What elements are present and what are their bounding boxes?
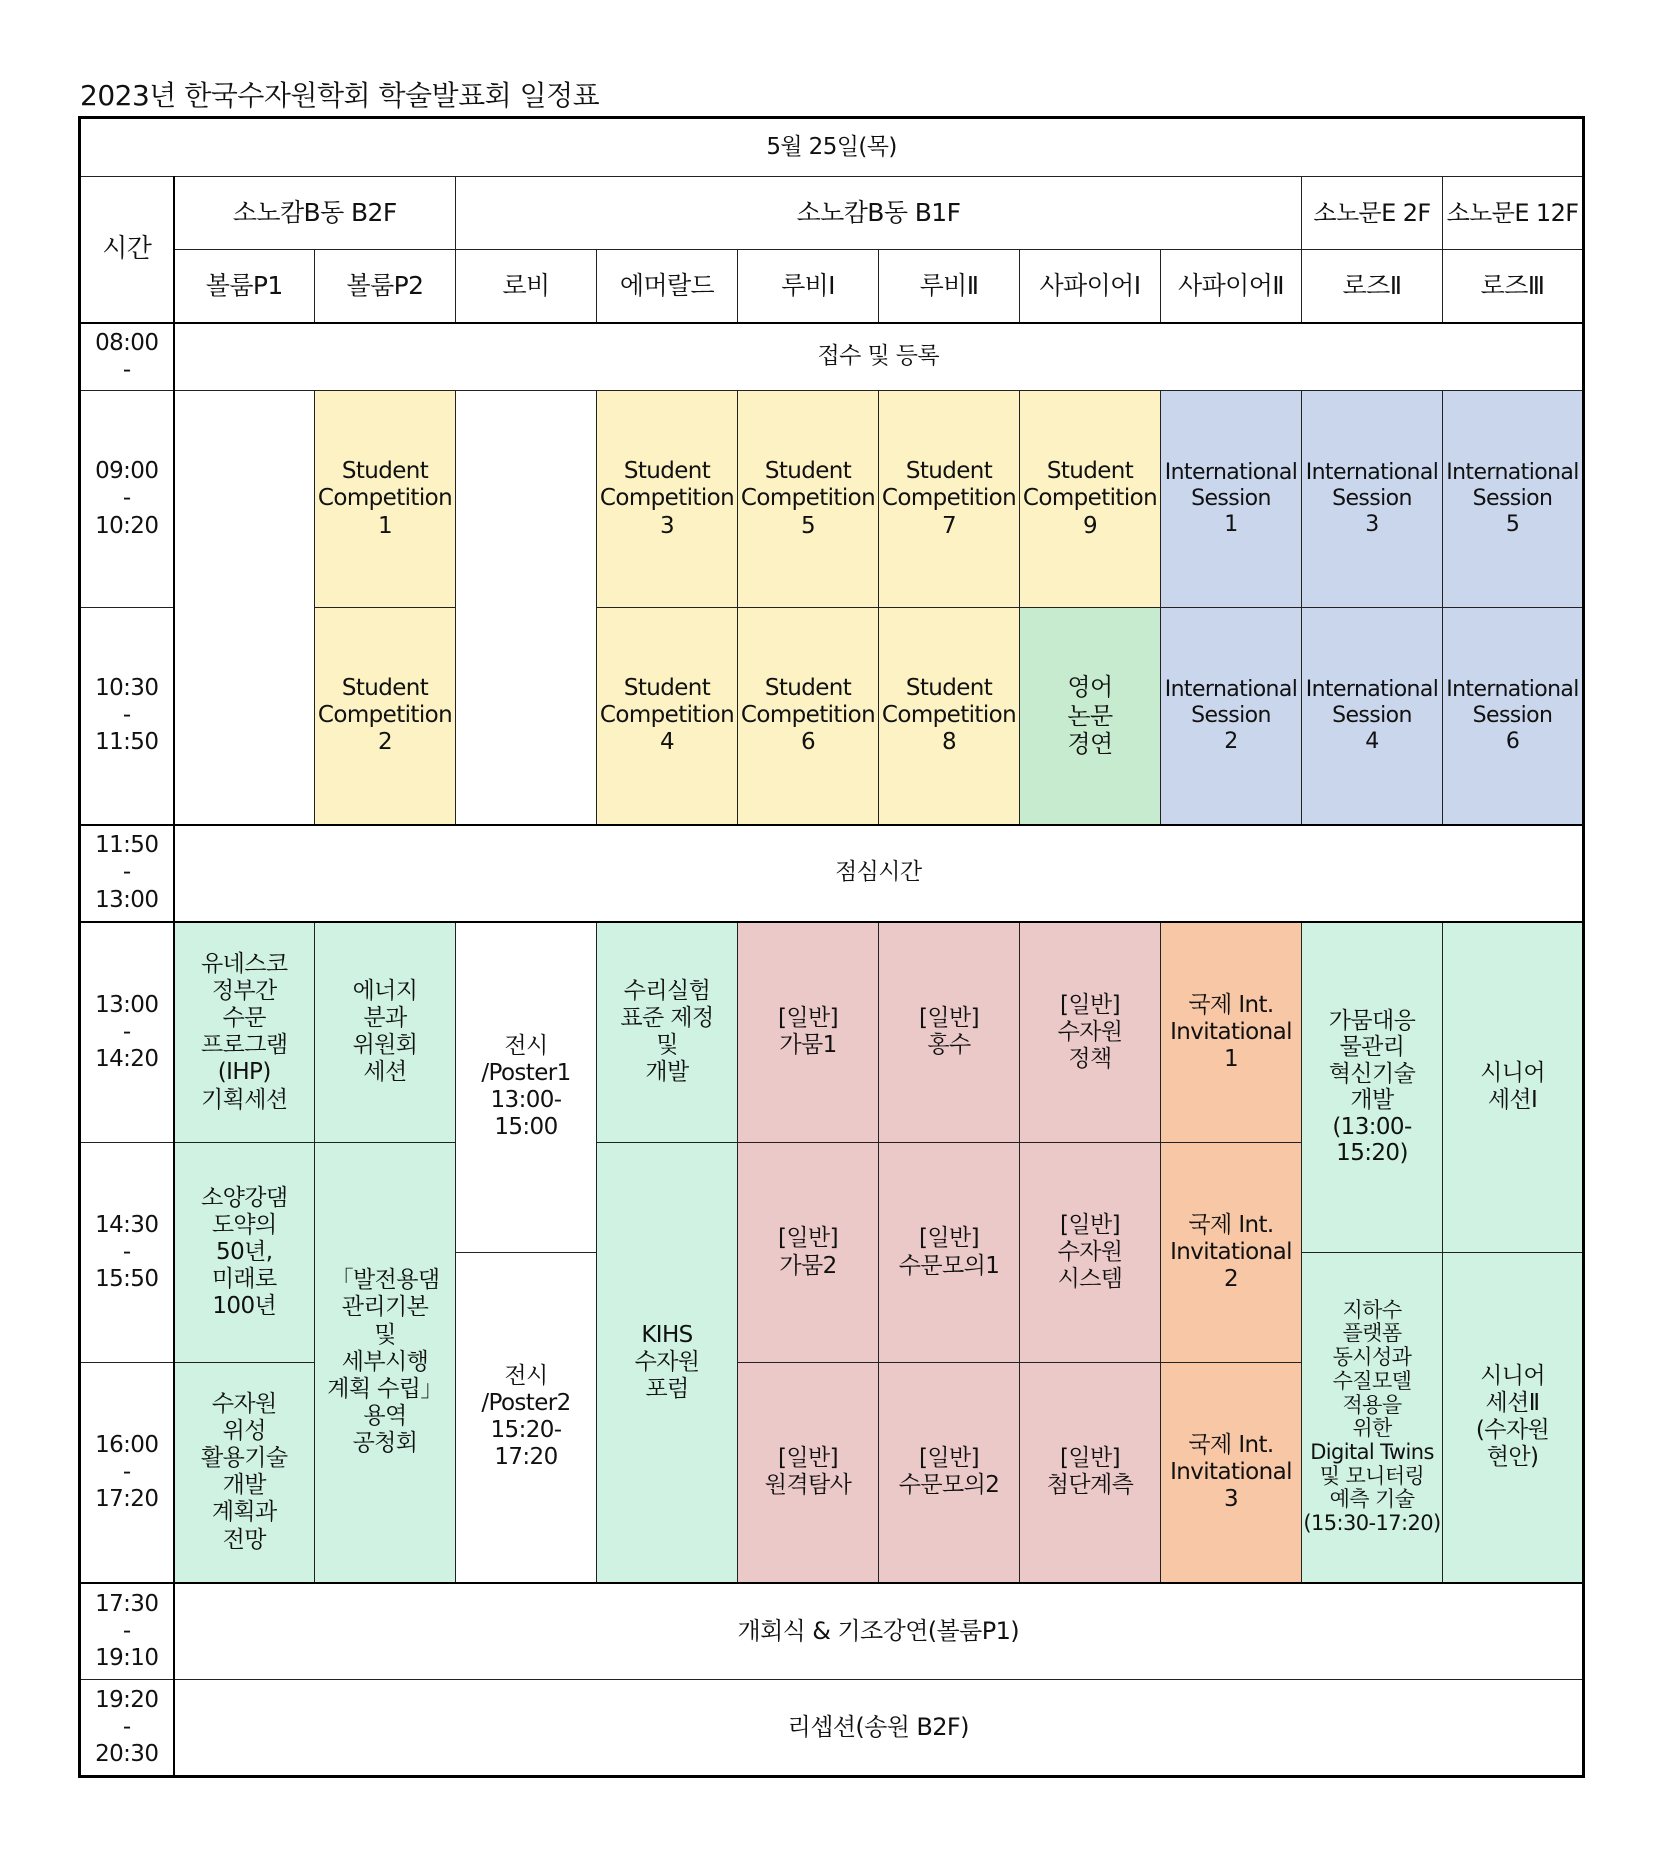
general-hydrologic-simulation-2: [일반] 수문모의2 <box>879 1363 1020 1583</box>
international-session-2: International Session 2 <box>1161 608 1302 825</box>
international-invitational-1: 국제 Int. Invitational 1 <box>1161 922 1302 1143</box>
document-title: 2023년 한국수자원학회 학술발표회 일정표 <box>80 79 600 112</box>
room-header-ballroom-p2: 볼룸P2 <box>315 250 456 323</box>
general-drought-2: [일반] 가뭄2 <box>738 1143 879 1363</box>
student-competition-3: Student Competition 3 <box>597 391 738 608</box>
room-header-rose3: 로즈Ⅲ <box>1443 250 1584 323</box>
drought-water-management-session: 가뭄대응 물관리 혁신기술 개발 (13:00-15:20) <box>1302 922 1443 1253</box>
time-slot-1430-1550: 14:30 - 15:50 <box>80 1143 174 1363</box>
satellite-technology-session: 수자원 위성 활용기술 개발 계획과 전망 <box>174 1363 315 1583</box>
international-session-3: International Session 3 <box>1302 391 1443 608</box>
international-session-4: International Session 4 <box>1302 608 1443 825</box>
international-session-6: International Session 6 <box>1443 608 1584 825</box>
student-competition-6: Student Competition 6 <box>738 608 879 825</box>
student-competition-4: Student Competition 4 <box>597 608 738 825</box>
student-competition-9: Student Competition 9 <box>1020 391 1161 608</box>
room-header-ballroom-p1: 볼룸P1 <box>174 250 315 323</box>
room-header-ruby2: 루비Ⅱ <box>879 250 1020 323</box>
date-header: 5월 25일(목) <box>80 118 1584 177</box>
building-header-sonocam-b2f: 소노캄B동 B2F <box>174 177 456 250</box>
general-hydrologic-simulation-1: [일반] 수문모의1 <box>879 1143 1020 1363</box>
room-header-ruby1: 루비Ⅰ <box>738 250 879 323</box>
schedule-table <box>78 116 1585 1778</box>
opening-keynote-cell: 개회식 & 기조강연(볼룸P1) <box>174 1583 1584 1680</box>
time-slot-0800: 08:00 - <box>80 323 174 391</box>
ballroom-p1-morning-empty <box>174 391 315 825</box>
time-slot-1600-1720: 16:00 - 17:20 <box>80 1363 174 1583</box>
student-competition-8: Student Competition 8 <box>879 608 1020 825</box>
general-water-system: [일반] 수자원 시스템 <box>1020 1143 1161 1363</box>
student-competition-2: Student Competition 2 <box>315 608 456 825</box>
student-competition-1: Student Competition 1 <box>315 391 456 608</box>
energy-committee-session: 에너지 분과 위원회 세션 <box>315 922 456 1143</box>
english-paper-competition: 영어 논문 경연 <box>1020 608 1161 825</box>
lunch-cell: 점심시간 <box>174 825 1584 922</box>
time-slot-1030-1150: 10:30 - 11:50 <box>80 608 174 825</box>
senior-session-2: 시니어 세션Ⅱ (수자원 현안) <box>1443 1253 1584 1583</box>
international-invitational-3: 국제 Int. Invitational 3 <box>1161 1363 1302 1583</box>
room-header-sapphire2: 사파이어Ⅱ <box>1161 250 1302 323</box>
hydraulic-experiment-standard-session: 수리실험 표준 제정 및 개발 <box>597 922 738 1143</box>
unesco-ihp-session: 유네스코 정부간 수문 프로그램 (IHP) 기획세션 <box>174 922 315 1143</box>
student-competition-5: Student Competition 5 <box>738 391 879 608</box>
soyang-dam-50-years-session: 소양강댐 도약의 50년, 미래로 100년 <box>174 1143 315 1363</box>
poster-exhibition-1: 전시 /Poster1 13:00- 15:00 <box>456 922 597 1253</box>
hydropower-dam-public-hearing: 「발전용댐 관리기본 및 세부시행 계획 수립」 용역 공청회 <box>315 1143 456 1583</box>
room-header-lobby: 로비 <box>456 250 597 323</box>
general-advanced-measurement: [일반] 첨단계측 <box>1020 1363 1161 1583</box>
reception-cell: 리셉션(송원 B2F) <box>174 1680 1584 1777</box>
international-invitational-2: 국제 Int. Invitational 2 <box>1161 1143 1302 1363</box>
building-header-sonomoon-2f: 소노문E 2F <box>1302 177 1443 250</box>
time-column-header: 시간 <box>80 177 174 323</box>
building-header-sonocam-b1f: 소노캄B동 B1F <box>456 177 1302 250</box>
general-remote-sensing: [일반] 원격탐사 <box>738 1363 879 1583</box>
time-slot-1920-2030: 19:20 - 20:30 <box>80 1680 174 1777</box>
senior-session-1: 시니어 세션Ⅰ <box>1443 922 1584 1253</box>
time-slot-0900-1020: 09:00 - 10:20 <box>80 391 174 608</box>
student-competition-7: Student Competition 7 <box>879 391 1020 608</box>
international-session-1: International Session 1 <box>1161 391 1302 608</box>
time-slot-1300-1420: 13:00 - 14:20 <box>80 922 174 1143</box>
international-session-5: International Session 5 <box>1443 391 1584 608</box>
time-slot-1730-1910: 17:30 - 19:10 <box>80 1583 174 1680</box>
poster-exhibition-2: 전시 /Poster2 15:20- 17:20 <box>456 1253 597 1583</box>
registration-cell: 접수 및 등록 <box>174 323 1584 391</box>
time-slot-1150-1300: 11:50 - 13:00 <box>80 825 174 922</box>
groundwater-digital-twin-session: 지하수 플랫폼 동시성과 수질모델 적용을 위한 Digital Twins 및 모니터링 예측 기술 (15:30-17:20) <box>1302 1253 1443 1583</box>
room-header-rose2: 로즈Ⅱ <box>1302 250 1443 323</box>
building-header-sonomoon-12f: 소노문E 12F <box>1443 177 1584 250</box>
lobby-morning-empty <box>456 391 597 825</box>
general-flood: [일반] 홍수 <box>879 922 1020 1143</box>
room-header-sapphire1: 사파이어Ⅰ <box>1020 250 1161 323</box>
general-drought-1: [일반] 가뭄1 <box>738 922 879 1143</box>
general-water-policy: [일반] 수자원 정책 <box>1020 922 1161 1143</box>
kihs-water-resources-forum: KIHS 수자원 포럼 <box>597 1143 738 1583</box>
room-header-emerald: 에머랄드 <box>597 250 738 323</box>
